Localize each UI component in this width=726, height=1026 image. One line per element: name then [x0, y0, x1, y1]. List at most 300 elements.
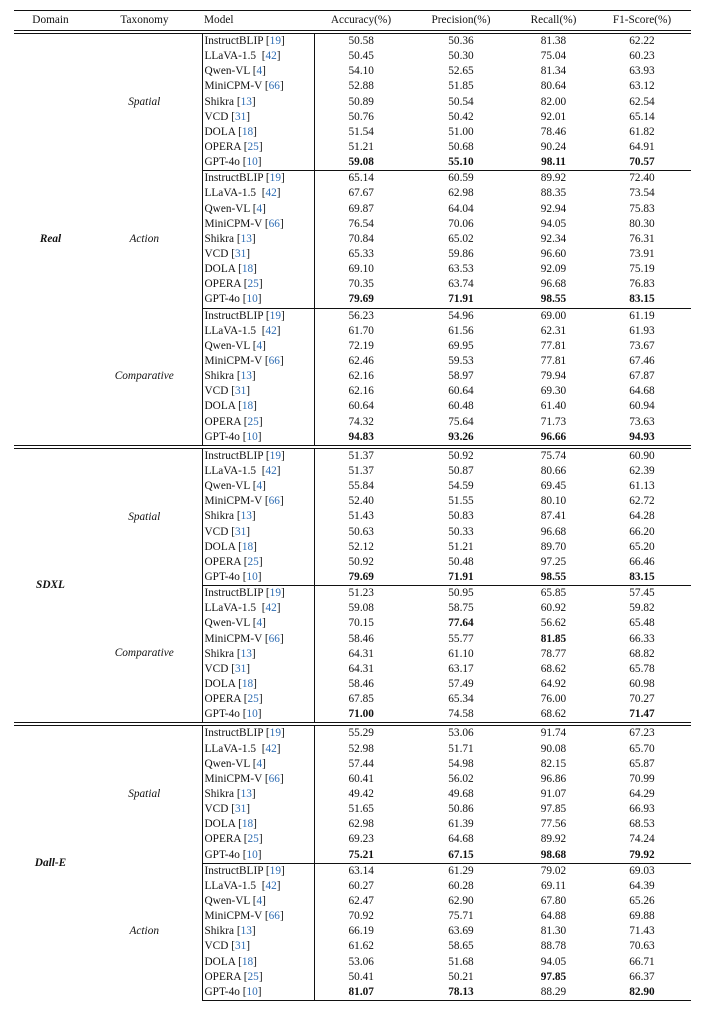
citation-link[interactable]: 42	[265, 602, 277, 615]
recall-value: 96.68	[540, 278, 567, 291]
f1-score-value: 79.92	[629, 848, 655, 861]
model-cell	[202, 494, 314, 509]
citation-open-bracket: [	[252, 617, 257, 630]
model-name: MiniCPM-V	[204, 910, 263, 923]
citation-link[interactable]: 18	[241, 818, 254, 831]
precision-value: 75.71	[448, 910, 474, 923]
accuracy-value: 70.15	[314, 616, 408, 631]
citation-close-bracket: ]	[246, 248, 251, 261]
model-cell	[202, 741, 314, 756]
model-name: VCD	[204, 525, 229, 538]
accuracy-value: 60.64	[314, 399, 408, 414]
f1-score-value: 73.63	[629, 415, 655, 428]
model-name: MiniCPM-V	[204, 772, 263, 785]
f1-score-value: 61.82	[629, 125, 655, 138]
citation-link[interactable]: 19	[269, 587, 281, 600]
citation-link[interactable]: 25	[247, 693, 259, 706]
recall-value: 97.85	[540, 970, 567, 983]
citation-close-bracket: ]	[262, 202, 266, 215]
model-cell	[202, 757, 314, 772]
model-name: GPT-4o	[204, 848, 240, 861]
citation-link[interactable]: 31	[234, 525, 247, 538]
citation-link[interactable]: 10	[246, 156, 258, 169]
accuracy-value: 62.16	[314, 384, 408, 399]
citation-link[interactable]: 10	[246, 430, 258, 443]
citation-close-bracket: ]	[276, 742, 281, 755]
citation-link[interactable]: 25	[247, 415, 259, 428]
model-cell	[202, 125, 314, 140]
precision-value: 51.21	[448, 540, 474, 553]
citation-link[interactable]: 25	[247, 833, 259, 846]
citation-open-bracket: [	[243, 555, 248, 568]
citation-open-bracket: [	[238, 263, 242, 276]
recall-value: 89.70	[540, 540, 567, 553]
model-cell	[202, 525, 314, 540]
model-name: DOLA	[204, 263, 236, 276]
model-cell	[202, 879, 314, 894]
citation-open-bracket: [	[265, 309, 270, 322]
citation-link[interactable]: 66	[268, 217, 280, 230]
recall-value: 69.11	[541, 879, 566, 892]
citation-link[interactable]: 66	[268, 495, 280, 508]
citation-link[interactable]: 13	[240, 647, 252, 660]
citation-link[interactable]: 42	[265, 465, 277, 477]
citation-link[interactable]: 25	[247, 141, 259, 154]
citation-link[interactable]: 25	[247, 555, 259, 568]
precision-value: 71.91	[448, 293, 474, 306]
citation-open-bracket: [	[242, 293, 247, 306]
recall-value: 81.38	[514, 32, 593, 49]
precision-value: 59.86	[448, 248, 474, 261]
citation-link[interactable]: 13	[240, 232, 252, 245]
accuracy-value: 52.88	[314, 79, 408, 94]
f1-score-value: 62.72	[629, 495, 655, 508]
model-name: OPERA	[204, 693, 241, 706]
citation-link[interactable]: 4	[256, 757, 263, 770]
precision-value: 61.56	[448, 324, 474, 337]
citation-open-bracket: [	[243, 141, 248, 154]
citation-link[interactable]: 4	[256, 65, 263, 78]
accuracy-value: 66.19	[314, 924, 408, 939]
precision-value: 50.42	[448, 110, 474, 123]
recall-value: 88.35	[540, 187, 567, 200]
model-cell	[202, 49, 314, 64]
model-cell	[202, 863, 314, 879]
citation-close-bracket: ]	[253, 818, 257, 831]
citation-close-bracket: ]	[253, 263, 257, 276]
f1-score-value: 64.39	[629, 879, 655, 892]
model-name: VCD	[204, 385, 229, 398]
citation-open-bracket: [	[242, 430, 247, 443]
accuracy-value: 55.29	[314, 724, 408, 741]
precision-value: 74.58	[448, 708, 474, 721]
model-name: MiniCPM-V	[204, 80, 263, 93]
recall-value: 94.05	[540, 955, 567, 968]
citation-link[interactable]: 19	[269, 172, 281, 185]
accuracy-value: 69.23	[314, 832, 408, 847]
model-cell	[202, 939, 314, 954]
recall-value: 75.04	[540, 50, 567, 63]
precision-value: 60.48	[448, 400, 474, 413]
recall-value: 56.62	[540, 617, 567, 630]
precision-value: 51.85	[448, 80, 474, 93]
model-name: InstructBLIP	[204, 172, 264, 185]
precision-value: 50.86	[448, 803, 474, 816]
header-accuracy: Accuracy(%)	[330, 14, 392, 26]
citation-link[interactable]: 10	[246, 848, 258, 861]
accuracy-value: 49.42	[314, 787, 408, 802]
accuracy-value: 50.63	[314, 525, 408, 540]
model-cell	[202, 140, 314, 155]
citation-close-bracket: ]	[251, 647, 256, 660]
model-cell	[202, 171, 314, 187]
citation-open-bracket: [	[236, 95, 241, 108]
results-body	[14, 32, 691, 1000]
f1-score-value: 64.68	[629, 385, 655, 398]
accuracy-value: 52.40	[314, 494, 408, 509]
citation-close-bracket: ]	[246, 662, 251, 675]
citation-open-bracket: [	[231, 248, 235, 261]
citation-close-bracket: ]	[251, 925, 256, 938]
precision-value: 63.74	[448, 278, 474, 291]
f1-score-value: 64.91	[629, 141, 655, 154]
recall-value: 92.01	[540, 110, 567, 123]
citation-close-bracket: ]	[251, 787, 256, 800]
model-cell	[202, 324, 314, 339]
citation-close-bracket: ]	[253, 125, 257, 138]
taxonomy-label: Spatial	[87, 447, 202, 586]
citation-close-bracket: ]	[276, 879, 281, 892]
accuracy-value: 70.35	[314, 277, 408, 292]
model-name: InstructBLIP	[204, 587, 264, 600]
citation-link[interactable]: 66	[268, 772, 280, 785]
citation-link[interactable]: 4	[256, 339, 263, 352]
precision-value: 63.17	[448, 662, 474, 675]
citation-link[interactable]: 42	[265, 879, 277, 892]
citation-link[interactable]: 18	[241, 263, 254, 276]
citation-link[interactable]: 31	[234, 803, 247, 816]
model-cell	[202, 772, 314, 787]
header-precision: Precision(%)	[431, 14, 491, 26]
citation-link[interactable]: 31	[234, 385, 247, 398]
precision-value: 60.28	[448, 879, 474, 892]
citation-link[interactable]: 19	[269, 35, 281, 48]
citation-link[interactable]: 25	[247, 970, 259, 983]
citation-link[interactable]: 18	[241, 955, 254, 968]
model-cell	[202, 186, 314, 201]
f1-score-value: 60.23	[629, 50, 655, 63]
accuracy-value: 58.46	[314, 677, 408, 692]
recall-value: 96.86	[540, 772, 567, 785]
recall-value: 62.31	[540, 324, 567, 337]
f1-score-value: 83.15	[629, 570, 655, 583]
citation-close-bracket: ]	[258, 278, 263, 291]
recall-value: 77.56	[540, 818, 567, 831]
accuracy-value: 94.83	[314, 430, 408, 447]
citation-link[interactable]: 4	[256, 617, 263, 630]
domain-label: SDXL	[14, 447, 87, 725]
citation-link[interactable]: 18	[241, 125, 254, 138]
citation-open-bracket: [	[264, 355, 269, 368]
citation-link[interactable]: 10	[246, 293, 258, 306]
citation-link[interactable]: 31	[234, 662, 247, 675]
f1-score-value: 65.14	[629, 110, 655, 123]
citation-open-bracket: [	[243, 833, 248, 846]
recall-value: 97.25	[540, 555, 567, 568]
accuracy-value: 62.98	[314, 817, 408, 832]
citation-open-bracket: [	[261, 602, 266, 615]
model-name: DOLA	[204, 125, 236, 138]
citation-open-bracket: [	[252, 757, 257, 770]
citation-open-bracket: [	[265, 172, 270, 185]
table-row	[14, 724, 691, 741]
f1-score-value: 66.33	[629, 632, 655, 645]
model-cell	[202, 430, 314, 447]
f1-score-value: 68.53	[629, 818, 655, 831]
citation-close-bracket: ]	[257, 708, 262, 721]
recall-value: 81.34	[540, 65, 567, 78]
model-name: OPERA	[204, 141, 241, 154]
citation-close-bracket: ]	[246, 940, 251, 953]
f1-score-value: 65.20	[629, 540, 655, 553]
citation-close-bracket: ]	[280, 587, 285, 600]
model-cell	[202, 787, 314, 802]
precision-value: 77.64	[448, 617, 474, 630]
citation-link[interactable]: 18	[241, 540, 254, 553]
recall-value: 64.92	[540, 677, 567, 690]
citation-link[interactable]: 42	[265, 742, 277, 755]
model-cell	[202, 647, 314, 662]
f1-score-value: 62.22	[593, 32, 691, 49]
table-row	[14, 171, 691, 187]
model-cell	[202, 79, 314, 94]
f1-score-value: 94.93	[629, 430, 655, 443]
model-cell	[202, 464, 314, 479]
recall-value: 75.74	[514, 447, 593, 464]
citation-open-bracket: [	[261, 187, 266, 200]
model-cell	[202, 110, 314, 125]
f1-score-value: 60.90	[593, 447, 691, 464]
f1-score-value: 73.91	[629, 248, 655, 261]
accuracy-value: 55.84	[314, 479, 408, 494]
citation-link[interactable]: 66	[268, 355, 280, 368]
f1-score-value: 67.23	[593, 724, 691, 741]
citation-close-bracket: ]	[279, 910, 284, 923]
recall-value: 67.80	[540, 894, 567, 907]
citation-close-bracket: ]	[276, 602, 281, 615]
citation-open-bracket: [	[238, 400, 242, 413]
model-cell	[202, 631, 314, 646]
citation-link[interactable]: 31	[234, 940, 247, 953]
citation-open-bracket: [	[236, 232, 241, 245]
citation-open-bracket: [	[242, 156, 247, 169]
citation-link[interactable]: 4	[256, 894, 263, 907]
model-cell	[202, 292, 314, 308]
precision-value: 60.64	[448, 385, 474, 398]
f1-score-value: 65.78	[629, 662, 655, 675]
precision-value: 63.69	[448, 925, 474, 938]
citation-link[interactable]: 19	[269, 309, 281, 322]
model-cell	[202, 155, 314, 171]
recall-value: 61.40	[540, 400, 567, 413]
citation-link[interactable]: 66	[268, 80, 280, 93]
model-name: GPT-4o	[204, 430, 240, 443]
citation-open-bracket: [	[243, 970, 248, 983]
accuracy-value: 50.76	[314, 110, 408, 125]
f1-score-value: 66.93	[629, 803, 655, 816]
citation-link[interactable]: 19	[269, 727, 281, 740]
precision-value: 57.49	[448, 677, 474, 690]
citation-link[interactable]: 25	[247, 278, 259, 291]
accuracy-value: 52.98	[314, 741, 408, 756]
model-cell	[202, 202, 314, 217]
precision-value: 60.59	[408, 171, 514, 187]
f1-score-value: 61.13	[629, 480, 655, 493]
model-name: Qwen-VL	[204, 65, 250, 78]
citation-link[interactable]: 10	[246, 985, 258, 998]
model-name: MiniCPM-V	[204, 495, 263, 508]
model-name: InstructBLIP	[204, 727, 264, 740]
f1-score-value: 82.90	[593, 985, 691, 1001]
model-cell	[202, 247, 314, 262]
precision-value: 51.55	[448, 495, 474, 508]
precision-value: 54.96	[408, 308, 514, 324]
model-cell	[202, 802, 314, 817]
citation-link[interactable]: 13	[240, 925, 252, 938]
f1-score-value: 70.63	[629, 940, 655, 953]
model-name: LLaVA-1.5	[204, 324, 257, 337]
f1-score-value: 62.54	[629, 95, 655, 108]
table-row	[14, 586, 691, 602]
citation-open-bracket: [	[243, 415, 248, 428]
citation-link[interactable]: 19	[269, 864, 281, 877]
model-name: LLaVA-1.5	[204, 187, 257, 200]
citation-close-bracket: ]	[276, 187, 281, 200]
citation-open-bracket: [	[261, 742, 266, 755]
citation-close-bracket: ]	[280, 864, 285, 877]
citation-open-bracket: [	[261, 50, 266, 63]
citation-close-bracket: ]	[246, 525, 251, 538]
model-name: Qwen-VL	[204, 757, 250, 770]
recall-value: 97.85	[540, 803, 567, 816]
citation-link[interactable]: 18	[241, 677, 254, 690]
recall-value: 98.55	[540, 570, 567, 583]
model-cell	[202, 707, 314, 724]
recall-value: 80.10	[540, 495, 567, 508]
citation-open-bracket: [	[238, 125, 242, 138]
citation-link[interactable]: 18	[241, 400, 254, 413]
citation-open-bracket: [	[265, 449, 270, 462]
recall-value: 79.02	[514, 863, 593, 879]
citation-close-bracket: ]	[251, 510, 256, 523]
domain-label: Real	[14, 32, 87, 447]
recall-value: 79.94	[540, 370, 567, 383]
precision-value: 49.68	[448, 787, 474, 800]
f1-score-value: 71.47	[629, 708, 655, 721]
citation-close-bracket: ]	[279, 495, 284, 508]
precision-value: 78.13	[408, 985, 514, 1001]
f1-score-value: 75.83	[629, 202, 655, 215]
citation-open-bracket: [	[252, 339, 257, 352]
taxonomy-label: Comparative	[87, 586, 202, 725]
citation-link[interactable]: 42	[265, 187, 277, 200]
f1-score-value: 73.67	[629, 339, 655, 352]
recall-value: 69.45	[540, 480, 567, 493]
citation-link[interactable]: 4	[256, 480, 263, 493]
accuracy-value: 81.07	[314, 985, 408, 1001]
precision-value: 51.68	[448, 955, 474, 968]
model-cell	[202, 509, 314, 524]
model-name: GPT-4o	[204, 985, 240, 998]
citation-link[interactable]: 19	[269, 449, 281, 462]
citation-close-bracket: ]	[258, 141, 263, 154]
accuracy-value: 69.87	[314, 202, 408, 217]
model-name: LLaVA-1.5	[204, 742, 257, 755]
accuracy-value: 51.65	[314, 802, 408, 817]
recall-value: 92.34	[540, 232, 567, 245]
citation-open-bracket: [	[261, 324, 266, 337]
recall-value: 81.30	[540, 925, 567, 938]
results-table	[14, 10, 691, 1001]
citation-open-bracket: [	[236, 787, 241, 800]
f1-score-value: 64.28	[629, 510, 655, 523]
citation-link[interactable]: 31	[234, 110, 247, 123]
recall-value: 88.29	[514, 985, 593, 1001]
citation-link[interactable]: 13	[240, 95, 252, 108]
citation-close-bracket: ]	[251, 370, 256, 383]
citation-link[interactable]: 4	[256, 202, 263, 215]
citation-close-bracket: ]	[280, 309, 285, 322]
recall-value: 77.81	[540, 339, 567, 352]
citation-close-bracket: ]	[257, 156, 262, 169]
precision-value: 51.00	[448, 125, 474, 138]
recall-value: 92.09	[540, 263, 567, 276]
citation-link[interactable]: 13	[240, 510, 252, 523]
citation-close-bracket: ]	[262, 894, 266, 907]
f1-score-value: 61.93	[629, 324, 655, 337]
citation-link[interactable]: 31	[234, 248, 247, 261]
citation-link[interactable]: 13	[240, 787, 252, 800]
precision-value: 67.15	[448, 848, 474, 861]
citation-close-bracket: ]	[257, 570, 262, 583]
accuracy-value: 50.89	[314, 95, 408, 110]
header-taxonomy: Taxonomy	[120, 14, 169, 26]
model-name: Shikra	[204, 95, 234, 108]
model-cell	[202, 662, 314, 677]
model-name: InstructBLIP	[204, 309, 264, 322]
f1-score-value: 74.24	[629, 833, 655, 846]
recall-value: 92.94	[540, 202, 567, 215]
citation-close-bracket: ]	[262, 339, 266, 352]
citation-link[interactable]: 13	[240, 370, 252, 383]
citation-link[interactable]: 66	[268, 632, 280, 645]
model-name: Shikra	[204, 370, 234, 383]
accuracy-value: 62.46	[314, 354, 408, 369]
f1-score-value: 57.45	[593, 586, 691, 602]
citation-open-bracket: [	[236, 925, 241, 938]
citation-link[interactable]: 42	[265, 50, 277, 63]
header-model: Model	[204, 14, 234, 26]
f1-score-value: 66.20	[629, 525, 655, 538]
citation-link[interactable]: 42	[265, 324, 277, 337]
precision-value: 59.53	[448, 355, 474, 368]
citation-link[interactable]: 66	[268, 910, 280, 923]
precision-value: 58.75	[448, 602, 474, 615]
citation-link[interactable]: 10	[246, 570, 258, 583]
citation-link[interactable]: 10	[246, 708, 258, 721]
f1-score-value: 80.30	[629, 217, 655, 230]
model-name: Qwen-VL	[204, 617, 250, 630]
